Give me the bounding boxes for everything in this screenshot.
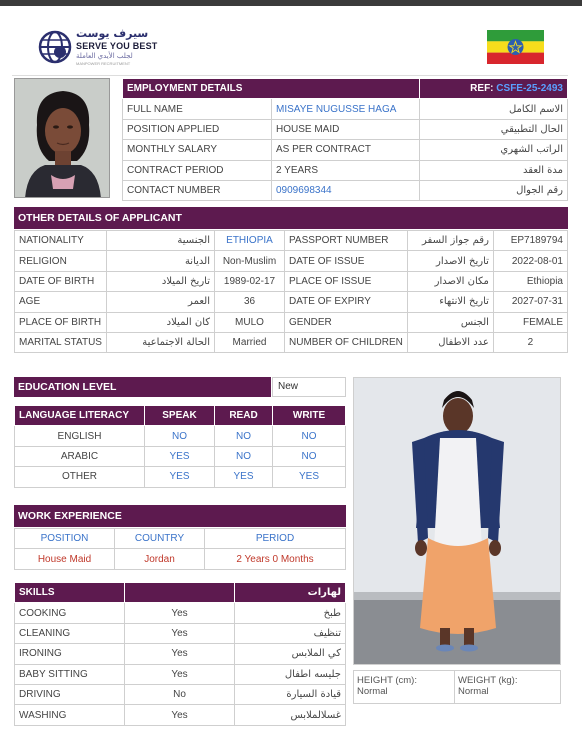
read-col-header: READ [215, 406, 273, 426]
brand-tagline: MANPOWER RECRUITMENT [76, 61, 131, 66]
hw-divider [454, 671, 455, 703]
employment-title: EMPLOYMENT DETAILS [123, 79, 420, 99]
speak-value: YES [145, 467, 215, 487]
issue-place-label-ar: مكان الاصدار [407, 271, 493, 291]
age-label: AGE [15, 292, 107, 312]
skills-title: SKILLS [15, 583, 125, 603]
skills-title-ar: لهارات [235, 583, 346, 603]
speak-value: YES [145, 446, 215, 466]
expiry-label: DATE OF EXPIRY [285, 292, 408, 312]
skill-name-ar: جليسه اطفال [235, 664, 346, 684]
skill-name: DRIVING [15, 684, 125, 704]
skill-name-ar: كي الملابس [235, 644, 346, 664]
ethiopia-flag-icon [487, 30, 544, 64]
table-row [15, 644, 346, 664]
passport-value: EP7189794 [493, 231, 567, 251]
work-experience-title: WORK EXPERIENCE [14, 505, 346, 527]
ref-label: REF: [470, 83, 494, 95]
table-row [15, 623, 346, 643]
read-value: YES [215, 467, 273, 487]
brand-name-ar: سيرف يوست [76, 27, 149, 40]
religion-value: Non-Muslim [215, 251, 285, 271]
education-value: New [272, 377, 346, 397]
nationality-label: NATIONALITY [15, 231, 107, 251]
row-label-ar: الاسم الكامل [420, 99, 568, 119]
other-details-table [14, 230, 568, 353]
write-col-header: WRITE [273, 406, 346, 426]
table-row [15, 271, 568, 291]
gender-label: GENDER [285, 312, 408, 332]
ref-cell [420, 79, 568, 99]
passport-label-ar: رقم جواز السفر [407, 231, 493, 251]
work-position-value: House Maid [15, 549, 115, 569]
table-row [15, 312, 568, 332]
table-row [15, 332, 568, 352]
weight-value: Normal [458, 686, 489, 697]
other-details-title: OTHER DETAILS OF APPLICANT [14, 207, 568, 229]
nationality-label-ar: الجنسية [107, 231, 215, 251]
weight-label: WEIGHT (kg): [458, 675, 518, 686]
table-row [15, 446, 346, 466]
applicant-full-body-photo [353, 377, 561, 665]
children-value: 2 [493, 332, 567, 352]
skills-header-spacer [125, 583, 235, 603]
religion-label-ar: الديانة [107, 251, 215, 271]
children-label: NUMBER OF CHILDREN [285, 332, 408, 352]
speak-value: NO [145, 426, 215, 446]
read-value: NO [215, 446, 273, 466]
skill-name-ar: تنظيف [235, 623, 346, 643]
row-label-ar: الحال التطبيقي [420, 119, 568, 139]
pob-value: MULO [215, 312, 285, 332]
write-value: NO [273, 426, 346, 446]
header-divider [12, 75, 568, 76]
skill-name: BABY SITTING [15, 664, 125, 684]
skill-name-ar: قيادة السيارة [235, 684, 346, 704]
table-row [123, 160, 568, 180]
nationality-value: ETHIOPIA [215, 231, 285, 251]
contact-number-link[interactable]: 0909698344 [272, 180, 420, 200]
country-col-header: COUNTRY [115, 529, 205, 549]
skill-name: COOKING [15, 603, 125, 623]
language-name: ENGLISH [15, 426, 145, 446]
language-name: ARABIC [15, 446, 145, 466]
table-row [15, 705, 346, 725]
marital-label: MARITAL STATUS [15, 332, 107, 352]
dob-value: 1989-02-17 [215, 271, 285, 291]
education-title: EDUCATION LEVEL [14, 377, 271, 397]
issue-place-value: Ethiopia [493, 271, 567, 291]
work-period-value: 2 Years 0 Months [205, 549, 346, 569]
read-value: NO [215, 426, 273, 446]
write-value: YES [273, 467, 346, 487]
passport-label: PASSPORT NUMBER [285, 231, 408, 251]
dob-label-ar: تاريخ الميلاد [107, 271, 215, 291]
salary-value: AS PER CONTRACT [272, 140, 420, 160]
children-label-ar: عدد الاطفال [407, 332, 493, 352]
table-row [123, 119, 568, 139]
table-row [15, 664, 346, 684]
height-field [357, 675, 417, 697]
skill-name: CLEANING [15, 623, 125, 643]
position-value: HOUSE MAID [272, 119, 420, 139]
table-row [15, 251, 568, 271]
employment-details-table [122, 78, 568, 201]
expiry-value: 2027-07-31 [493, 292, 567, 312]
marital-label-ar: الحالة الاجتماعية [107, 332, 215, 352]
skill-name: WASHING [15, 705, 125, 725]
row-label-ar: مدة العقد [420, 160, 568, 180]
row-label: MONTHLY SALARY [123, 140, 272, 160]
employment-header-row [123, 79, 568, 99]
skill-value: Yes [125, 603, 235, 623]
globe-icon [38, 30, 72, 64]
company-logo [38, 26, 178, 70]
language-col-header: LANGUAGE LITERACY [15, 406, 145, 426]
contract-period-value: 2 YEARS [272, 160, 420, 180]
gender-value: FEMALE [493, 312, 567, 332]
applicant-portrait [14, 78, 110, 198]
skills-table [14, 582, 346, 726]
write-value: NO [273, 446, 346, 466]
work-header-row [15, 529, 346, 549]
brand-subtitle-ar: لجلب الأيدي العاملة [76, 52, 133, 60]
gender-label-ar: الجنس [407, 312, 493, 332]
table-row [123, 99, 568, 119]
language-name: OTHER [15, 467, 145, 487]
position-col-header: POSITION [15, 529, 115, 549]
table-row [15, 549, 346, 569]
dob-label: DATE OF BIRTH [15, 271, 107, 291]
pob-label-ar: كان الميلاد [107, 312, 215, 332]
skills-header-row [15, 583, 346, 603]
skill-name: IRONING [15, 644, 125, 664]
row-label-ar: رقم الجوال [420, 180, 568, 200]
weight-field [458, 675, 517, 697]
row-label: CONTRACT PERIOD [123, 160, 272, 180]
issue-date-label-ar: تاريخ الاصدار [407, 251, 493, 271]
row-label: POSITION APPLIED [123, 119, 272, 139]
table-row [15, 603, 346, 623]
height-value: Normal [357, 686, 388, 697]
table-row [15, 292, 568, 312]
table-row [15, 426, 346, 446]
skill-value: Yes [125, 664, 235, 684]
period-col-header: PERIOD [205, 529, 346, 549]
row-label-ar: الراتب الشهري [420, 140, 568, 160]
skill-name-ar: طبخ [235, 603, 346, 623]
age-value: 36 [215, 292, 285, 312]
age-label-ar: العمر [107, 292, 215, 312]
work-experience-table [14, 528, 346, 570]
speak-col-header: SPEAK [145, 406, 215, 426]
table-row [123, 140, 568, 160]
table-row [123, 180, 568, 200]
table-row [15, 684, 346, 704]
row-label: FULL NAME [123, 99, 272, 119]
top-bar [0, 0, 582, 6]
skill-value: No [125, 684, 235, 704]
issue-date-value: 2022-08-01 [493, 251, 567, 271]
ref-value: CSFE-25-2493 [496, 83, 563, 95]
religion-label: RELIGION [15, 251, 107, 271]
row-label: CONTACT NUMBER [123, 180, 272, 200]
issue-date-label: DATE OF ISSUE [285, 251, 408, 271]
pob-label: PLACE OF BIRTH [15, 312, 107, 332]
full-name-value: MISAYE NUGUSSE HAGA [272, 99, 420, 119]
height-label: HEIGHT (cm): [357, 675, 417, 686]
table-row [15, 467, 346, 487]
skill-value: Yes [125, 623, 235, 643]
skill-name-ar: غسلالملابس [235, 705, 346, 725]
work-country-value: Jordan [115, 549, 205, 569]
marital-value: Married [215, 332, 285, 352]
language-header-row [15, 406, 346, 426]
brand-name-en: SERVE YOU BEST [76, 41, 158, 51]
skill-value: Yes [125, 644, 235, 664]
skill-value: Yes [125, 705, 235, 725]
height-weight-box [353, 670, 561, 704]
issue-place-label: PLACE OF ISSUE [285, 271, 408, 291]
language-table [14, 405, 346, 488]
table-row [15, 231, 568, 251]
expiry-label-ar: تاريخ الانتهاء [407, 292, 493, 312]
